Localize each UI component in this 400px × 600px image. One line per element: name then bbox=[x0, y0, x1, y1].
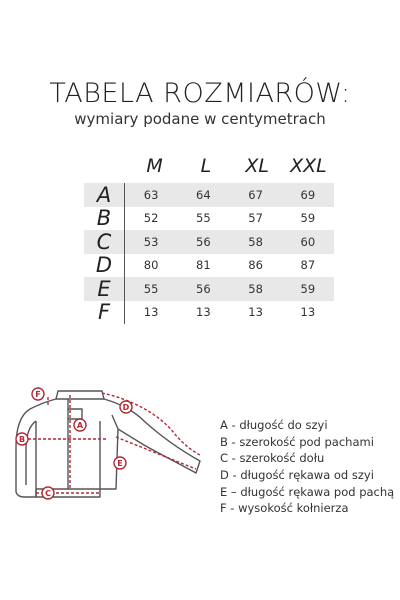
size-header: XL bbox=[245, 155, 269, 177]
marker-e bbox=[114, 457, 126, 469]
table-cell: 55 bbox=[143, 281, 159, 296]
row-label: A bbox=[84, 183, 125, 207]
table-row bbox=[84, 277, 334, 301]
table-cell: 13 bbox=[143, 305, 159, 320]
marker-a-label: A bbox=[76, 421, 84, 430]
table-row bbox=[84, 230, 334, 254]
marker-d-label: D bbox=[122, 403, 130, 412]
marker-e-label: E bbox=[117, 459, 123, 468]
legend-item: E – długość rękawa pod pachą bbox=[220, 484, 395, 499]
table-cell: 58 bbox=[248, 234, 263, 249]
size-table bbox=[84, 155, 334, 324]
row-label: D bbox=[84, 254, 125, 278]
table-cell: 64 bbox=[196, 187, 211, 202]
legend-item: B - szerokość pod pachami bbox=[220, 434, 374, 449]
table-cell: 55 bbox=[196, 211, 211, 226]
size-header: M bbox=[146, 155, 163, 177]
table-cell: 56 bbox=[196, 281, 211, 296]
table-cell: 80 bbox=[143, 258, 159, 273]
table-cell: 13 bbox=[196, 305, 211, 320]
marker-a bbox=[74, 419, 86, 431]
legend-item: D - długość rękawa od szyi bbox=[220, 468, 374, 483]
table-cell: 58 bbox=[248, 281, 263, 296]
marker-b-label: B bbox=[18, 435, 26, 444]
table-cell: 60 bbox=[300, 234, 316, 249]
table-cell: 53 bbox=[143, 234, 159, 249]
marker-c-label: C bbox=[45, 489, 51, 498]
table-cell: 87 bbox=[300, 258, 316, 273]
page-title: TABELA ROZMIARÓW: bbox=[49, 78, 351, 109]
legend-item: F - wysokość kołnierza bbox=[220, 501, 349, 516]
table-cell: 67 bbox=[248, 187, 263, 202]
size-header-row bbox=[129, 155, 334, 183]
table-cell: 59 bbox=[300, 281, 316, 296]
table-cell: 57 bbox=[248, 211, 263, 226]
marker-f bbox=[32, 388, 44, 400]
table-cell: 59 bbox=[300, 211, 316, 226]
measurement-legend bbox=[220, 418, 400, 518]
marker-c bbox=[42, 487, 54, 499]
table-row bbox=[84, 183, 334, 207]
table-cell: 13 bbox=[300, 305, 316, 320]
row-label: E bbox=[84, 277, 125, 301]
legend-item: C - szerokość dołu bbox=[220, 451, 325, 466]
measure-lines bbox=[28, 393, 200, 493]
table-cell: 69 bbox=[300, 187, 316, 202]
table-cell: 81 bbox=[196, 258, 211, 273]
size-header: XXL bbox=[290, 155, 327, 177]
legend-item: A - długość do szyi bbox=[220, 418, 328, 432]
measure-markers bbox=[16, 388, 132, 499]
marker-d bbox=[120, 401, 132, 413]
table-row bbox=[84, 254, 334, 278]
marker-f-label: F bbox=[35, 390, 41, 399]
row-label: C bbox=[84, 230, 125, 254]
page-subtitle: wymiary podane w centymetrach bbox=[74, 110, 326, 128]
table-row bbox=[84, 301, 334, 325]
table-cell: 86 bbox=[248, 258, 263, 273]
jacket-diagram bbox=[8, 385, 208, 515]
marker-b bbox=[16, 433, 28, 445]
table-cell: 52 bbox=[143, 211, 159, 226]
table-cell: 13 bbox=[248, 305, 263, 320]
table-cell: 56 bbox=[196, 234, 211, 249]
table-row bbox=[84, 207, 334, 231]
row-label: F bbox=[84, 301, 125, 325]
size-header: L bbox=[200, 155, 212, 177]
table-cell: 63 bbox=[143, 187, 159, 202]
row-label: B bbox=[84, 207, 125, 231]
jacket-outline bbox=[16, 391, 200, 497]
